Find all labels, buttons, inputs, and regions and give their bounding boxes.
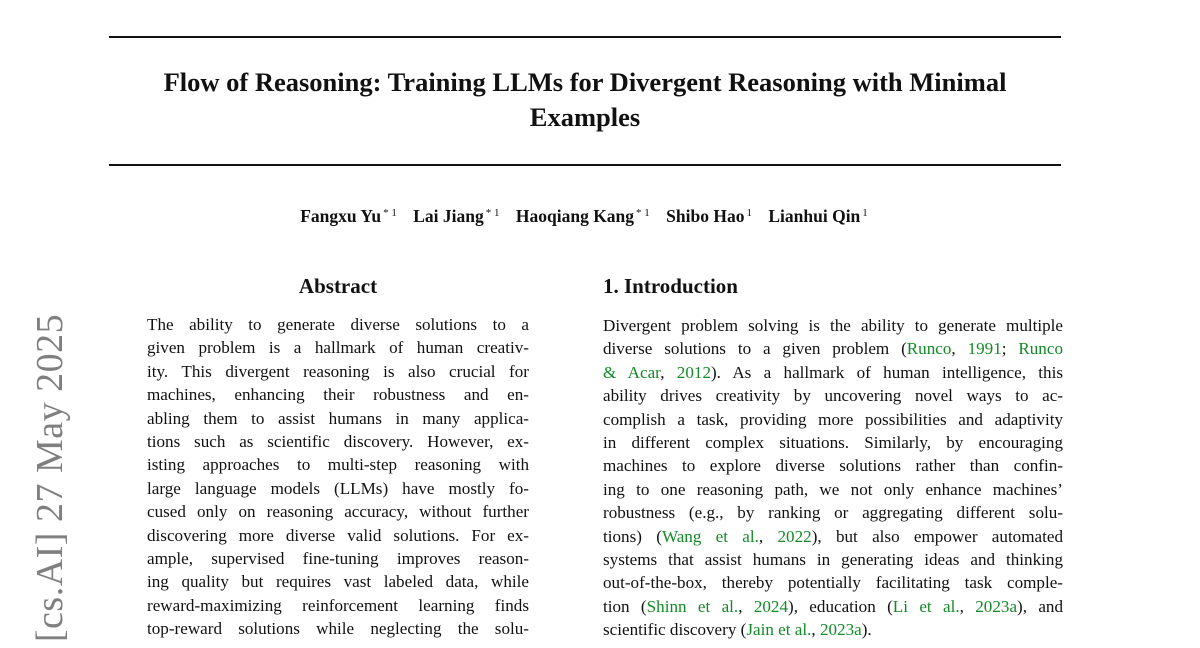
- text-run: Divergent problem solving is the ability to generate multiple: [603, 316, 1063, 335]
- abstract-line: top-reward solutions while neglecting the solu-: [147, 619, 529, 639]
- text-run: ), but also empower automated: [811, 526, 1064, 546]
- title-line-2: Examples: [529, 102, 641, 132]
- author-list: [0, 206, 1168, 227]
- citation-link[interactable]: 2024: [753, 596, 788, 616]
- paper-title: [109, 65, 1061, 135]
- author-name: Shibo Hao: [666, 206, 745, 226]
- text-run: tions) (: [603, 526, 662, 546]
- citation-link[interactable]: Runco: [1018, 339, 1063, 359]
- arxiv-margin-stamp: [cs.AI] 27 May 2025: [29, 313, 71, 643]
- abstract-line: machines, enhancing their robustness and en-: [147, 385, 529, 405]
- author-affiliation: 1: [862, 207, 868, 219]
- text-run: ,: [951, 339, 968, 359]
- text-run: ;: [1001, 339, 1019, 359]
- introduction-line: [603, 384, 1063, 407]
- author-name: Fangxu Yu: [300, 206, 382, 226]
- text-run: ). As a hallmark of human intelligence, this: [710, 362, 1064, 382]
- abstract-line: ity. This divergent reasoning is also crucial for: [147, 361, 529, 381]
- author-name: Lianhui Qin: [768, 206, 861, 226]
- citation-link[interactable]: 1991: [967, 339, 1002, 359]
- text-run: robustness (e.g., by ranking or aggregating different solu-: [603, 503, 1063, 523]
- text-run: complish a task, providing more possibilities and adaptivity: [603, 409, 1063, 429]
- abstract-body: [147, 313, 529, 641]
- text-run: ,: [959, 596, 976, 616]
- abstract-line: given problem is a hallmark of human creativ-: [147, 338, 529, 358]
- introduction-line: [603, 478, 1063, 501]
- introduction-line: [603, 431, 1063, 454]
- text-run: tion (: [603, 596, 647, 616]
- text-run: scientific discovery (: [603, 620, 747, 640]
- abstract-line: cused only on reasoning accuracy, without further: [147, 502, 529, 522]
- abstract-line: ample, supervised fine-tuning improves reason-: [147, 549, 529, 569]
- introduction-heading: 1. Introduction: [603, 274, 738, 298]
- text-run: ,: [738, 596, 754, 616]
- introduction-line: [603, 314, 1063, 337]
- introduction-line: [603, 595, 1063, 618]
- text-run: ), education (: [788, 596, 893, 616]
- text-run: ,: [660, 362, 677, 382]
- text-run: diverse solutions to a given problem (: [603, 339, 907, 359]
- citation-link[interactable]: & Acar: [603, 362, 661, 382]
- introduction-line: [603, 548, 1063, 571]
- introduction-line: [603, 408, 1063, 431]
- title-top-rule: [109, 36, 1061, 38]
- abstract-line: ing quality but requires vast labeled data, while: [147, 572, 529, 592]
- author: [768, 206, 867, 226]
- author: [666, 206, 752, 226]
- citation-link[interactable]: Jain et al.: [746, 620, 812, 640]
- introduction-line: [603, 618, 1063, 641]
- citation-link[interactable]: 2022: [777, 526, 812, 546]
- author-name: Lai Jiang: [413, 206, 484, 226]
- introduction-line: [603, 571, 1063, 594]
- text-run: ).: [861, 620, 872, 640]
- abstract-line: large language models (LLMs) have mostly fo-: [147, 478, 529, 498]
- abstract-line: The ability to generate diverse solutions to a: [147, 315, 529, 334]
- introduction-body: [603, 314, 1063, 642]
- author-affiliation: 1: [746, 207, 752, 219]
- introduction-line: [603, 525, 1063, 548]
- abstract-heading: Abstract: [298, 274, 378, 298]
- author-name: Haoqiang Kang: [515, 206, 635, 226]
- text-run: out-of-the-box, thereby potentially facilitating task comple-: [603, 573, 1063, 593]
- text-run: ,: [758, 526, 778, 546]
- text-run: machines to explore diverse solutions rather than confin-: [603, 456, 1063, 476]
- text-run: in different complex situations. Similarly, by encouraging: [603, 433, 1063, 453]
- author: [516, 206, 650, 226]
- title-line-1: Flow of Reasoning: Training LLMs for Divergent Reasoning with Minimal: [163, 67, 1007, 97]
- abstract-line: tions such as scientific discovery. However, ex-: [147, 432, 529, 452]
- text-run: ing to one reasoning path, we not only enhance machines’: [603, 479, 1063, 499]
- citation-link[interactable]: Runco: [906, 339, 952, 359]
- citation-link[interactable]: Shinn et al.: [646, 596, 739, 616]
- introduction-line: [603, 337, 1063, 360]
- citation-link[interactable]: Wang et al.: [661, 526, 759, 546]
- introduction-line: [603, 501, 1063, 524]
- author-affiliation: * 1: [383, 207, 397, 219]
- text-run: systems that assist humans in generating ideas and thinking: [603, 550, 1063, 570]
- citation-link[interactable]: 2012: [676, 362, 711, 382]
- abstract-line: discovering more diverse valid solutions. For ex-: [147, 525, 529, 545]
- author-affiliation: * 1: [485, 207, 500, 219]
- text-run: ), and: [1017, 596, 1064, 616]
- abstract-line: reward-maximizing reinforcement learning finds: [147, 595, 529, 615]
- text-run: ,: [811, 620, 820, 640]
- text-run: ability drives creativity by uncovering novel ways to ac-: [603, 386, 1063, 406]
- author: [300, 206, 397, 226]
- citation-link[interactable]: 2023a: [975, 596, 1018, 616]
- author: [413, 206, 499, 226]
- introduction-line: [603, 361, 1063, 384]
- abstract-line: abling them to assist humans in many applica-: [147, 408, 529, 428]
- introduction-line: [603, 454, 1063, 477]
- author-affiliation: * 1: [636, 207, 650, 219]
- abstract-line: isting approaches to multi-step reasoning with: [147, 455, 529, 475]
- title-bottom-rule: [109, 164, 1061, 166]
- citation-link[interactable]: Li et al.: [892, 596, 960, 616]
- citation-link[interactable]: 2023a: [819, 620, 862, 640]
